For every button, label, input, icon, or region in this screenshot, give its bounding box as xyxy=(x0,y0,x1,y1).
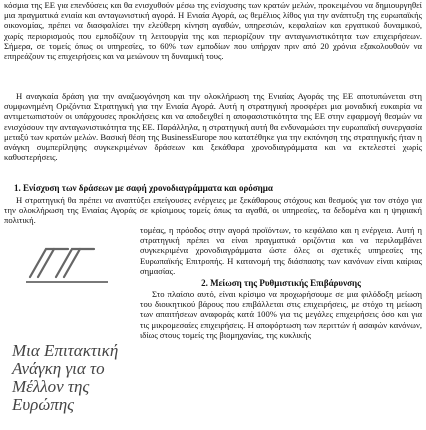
logo-mark xyxy=(22,239,112,287)
intro-paragraph: κόσμια της ΕΕ για επενδύσεις και θα ενισχυθούν μέσω της ενίσχυσης των κρατών μελών, προκειμένου να δημιουργηθεί μια πραγματικά ενιαία και ανταγωνιστική αγορά. Η Ενιαία Αγορά, ως θεμέλιος λίθος για την ανάπτυξη της ευρωπαϊκής οικονομίας, πρέπει να διασφαλίσει την ελεύθερη κίνηση αγαθών, υπηρεσιών, κεφαλαίων και εργατικού δυναμικού, χωρίς περιορισμούς που εμποδίζουν τη λειτουργία της και περιορίζουν την ανταγωνιστικότητα των επιχειρήσεων. Σήμερα, σε τομείς όπως οι υπηρεσίες, το 60% των εμποδίων που υπήρχαν πριν από 20 χρόνια εξακολουθούν να επηρεάζουν τις επιχειρήσεις και να μειώνουν τη δυναμική τους. xyxy=(4,0,422,62)
third-paragraph: Η στρατηγική θα πρέπει να αναπτύξει επείγουσες ενέργειες με ξεκάθαρους στόχους και θεσμούς για τον στόχο για την ολοκλήρωση της Ενιαίας Αγοράς σε κρίσιμους τομείς όπως τα αγαθά, οι υπηρεσίες, τα δεδομένα και η ψηφιακή πολιτική. xyxy=(4,195,422,226)
second-paragraph: Η αναγκαία δράση για την αναζωογόνηση και την ολοκλήρωση της Ενιαίας Αγοράς της ΕΕ αποτυπώνεται στη συμφωνημένη Οριζόντια Στρατηγική για την Ενιαία Αγορά. Αυτή η στρατηγική προσφέρει μια μοναδική ευκαιρία να αντιμετωπιστούν οι υπάρχουσες προκλήσεις και να αποδειχθεί η αποφασιστικότητα της ΕΕ στην εφαρμογή θεσμών να ενισχύσουν την ανταγωνιστικότητα της ΕΕ. Παράλληλα, η στρατηγική αυτή θα ενδυναμώσει την ευρωπαϊκή συνεργασία μεταξύ των κρατών μελών. Βασική θέση της BusinessEurope που κατατέθηκε για την εκπόνηση της στρατηγικής ήταν η ανάγκη συμπερίληψης συγκεκριμένων δράσεων και ξεκάθαρα χρονοδιαγράμματα και να εκτελεστεί χωρίς καθυστερήσεις. xyxy=(4,91,422,163)
right-column-paragraph-1: τομέας, η πρόοδος στην αγορά προϊόντων, το κεφάλαιο και η ενέργεια. Αυτή η στρατηγική πρέπει να είναι πραγματικά οριζόντια και να περιλαμβάνει συγκεκριμένα χρονοδιαγράμματα ώστε όλες οι σχετικές υπηρεσίες της Ευρωπαϊκής Επιτροπής. Η κατανομή της διάσπασης των κανόνων είναι καίριας σημασίας. xyxy=(140,225,422,276)
pull-quote: Μια Επιτακτική Ανάγκη για το Μέλλον της Ευρώπης xyxy=(12,341,119,414)
right-column xyxy=(140,225,422,340)
right-column-paragraph-2: Στο πλαίσιο αυτό, είναι κρίσιμο να προχωρήσουμε σε μια φιλόδοξη μείωση του διοικητικού βάρους που επιβάλλεται στις επιχειρήσεις, με στόχο τη μείωση των απαιτήσεων αναφοράς κατά 100% για τις μεγάλες επιχειρήσεις όσο και για τις μικρομεσαίες επιχειρήσεις. Η αποφόρτωση των περιττών ή ασαφών κανόνων, ιδίως στους τομείς της βιομηχανίας, της κυκλικής xyxy=(140,289,422,340)
section-heading-2: 2. Μείωση της Ρυθμιστικής Επιβάρυνσης xyxy=(201,278,361,289)
left-column xyxy=(4,225,134,430)
document-page xyxy=(4,0,422,430)
section-heading-1: 1. Ενίσχυση των δράσεων με σαφή χρονοδιαγράμματα και ορόσημα xyxy=(14,183,273,193)
